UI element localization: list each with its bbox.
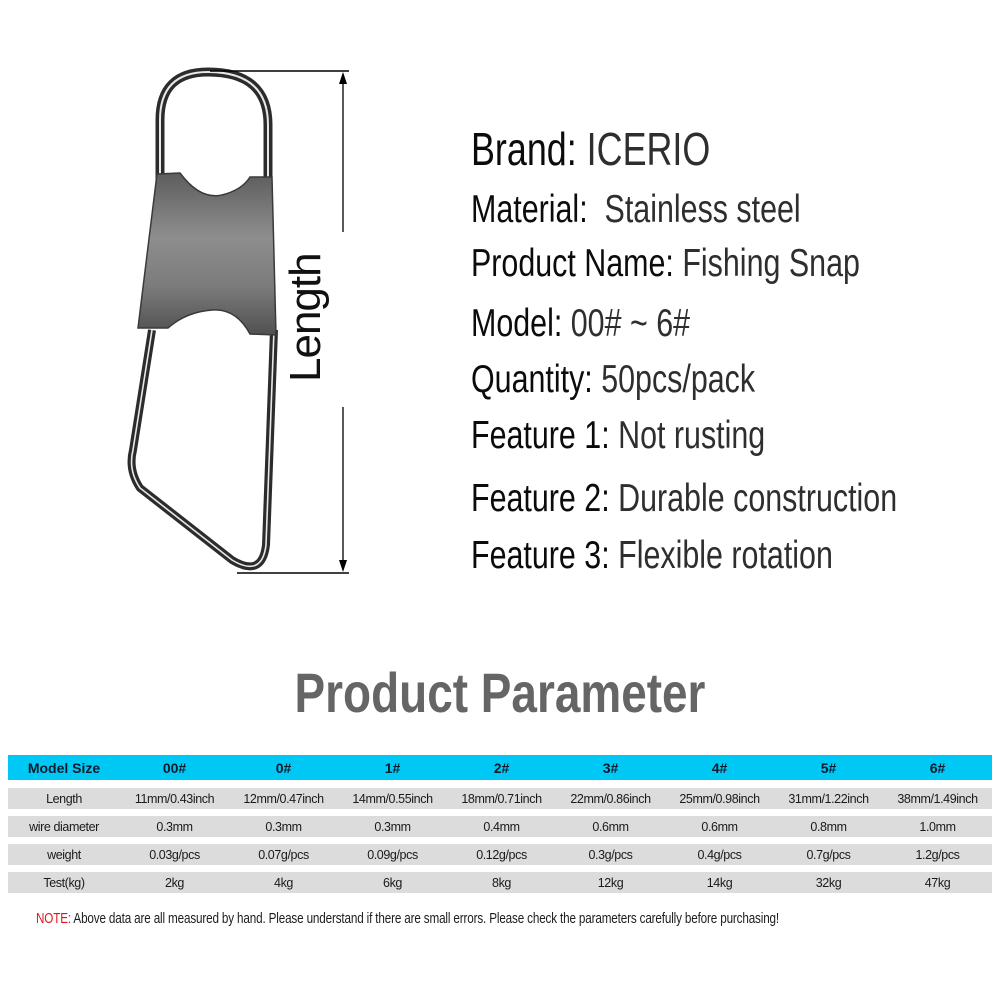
table-cell: 0.6mm	[701, 819, 738, 834]
table-row-wire-diameter	[8, 816, 992, 837]
row-label: Length	[46, 791, 82, 806]
table-cell: 47kg	[924, 875, 951, 890]
spec-key: Product Name:	[471, 242, 674, 285]
table-cell: 12mm/0.47inch	[243, 791, 324, 806]
length-dimension-label: Length	[281, 253, 330, 382]
table-cell: 0.3g/pcs	[588, 847, 633, 862]
header-cell: Model Size	[27, 759, 101, 776]
table-cell: 0.3mm	[156, 819, 193, 834]
spec-key: Feature 3:	[471, 534, 610, 577]
spec-material	[471, 188, 801, 232]
table-cell: 14mm/0.55inch	[352, 791, 433, 806]
table-cell: 14kg	[706, 875, 733, 890]
spec-quantity	[471, 358, 755, 402]
spec-feature-1	[471, 414, 765, 458]
table-cell: 0.09g/pcs	[367, 847, 418, 862]
spec-key: Material:	[471, 188, 588, 231]
spec-value: Not rusting	[618, 414, 766, 457]
spec-value: Durable construction	[618, 477, 898, 520]
spec-value: Fishing Snap	[682, 242, 860, 285]
table-cell: 0.6mm	[592, 819, 629, 834]
table-cell: 0.8mm	[810, 819, 847, 834]
table-cell: 31mm/1.22inch	[788, 791, 869, 806]
table-cell: 0.03g/pcs	[149, 847, 200, 862]
spec-value: 00# ~ 6#	[570, 302, 691, 345]
table-header-row	[8, 755, 992, 780]
parameter-table	[8, 755, 992, 893]
spec-value: Flexible rotation	[618, 534, 833, 577]
note-tag: NOTE:	[36, 910, 71, 927]
table-cell: 0.07g/pcs	[258, 847, 309, 862]
table-cell: 0.3mm	[265, 819, 302, 834]
table-row-test	[8, 872, 992, 893]
row-label: wire diameter	[29, 819, 99, 834]
table-cell: 1.0mm	[919, 819, 956, 834]
spec-key: Feature 1:	[471, 414, 610, 457]
table-cell: 22mm/0.86inch	[570, 791, 651, 806]
table-cell: 2kg	[165, 875, 184, 890]
header-cell: 5#	[820, 759, 837, 776]
spec-value: Stainless steel	[604, 188, 801, 231]
spec-key: Brand:	[471, 123, 577, 175]
table-cell: 32kg	[815, 875, 842, 890]
spec-key: Feature 2:	[471, 477, 610, 520]
spec-feature-2	[471, 477, 897, 521]
spec-key: Model:	[471, 302, 563, 345]
snap-top-loop	[160, 72, 268, 180]
table-cell: 6kg	[383, 875, 402, 890]
arrow-up-icon	[339, 72, 347, 84]
table-cell: 0.12g/pcs	[476, 847, 527, 862]
table-cell: 0.4g/pcs	[697, 847, 742, 862]
header-cell: 6#	[929, 759, 946, 776]
table-cell: 0.4mm	[483, 819, 520, 834]
table-cell: 25mm/0.98inch	[679, 791, 760, 806]
spec-feature-3	[471, 534, 833, 578]
table-cell: 4kg	[274, 875, 293, 890]
spec-model	[471, 302, 690, 346]
row-label: weight	[47, 847, 81, 862]
spec-product-name	[471, 242, 860, 286]
header-cell: 2#	[493, 759, 510, 776]
header-cell: 00#	[162, 759, 187, 776]
snap-sleeve	[138, 173, 276, 335]
product-parameter-heading: Product Parameter	[294, 661, 706, 724]
snap-bottom-wire	[132, 330, 274, 566]
disclaimer-note	[36, 910, 779, 927]
spec-value: ICERIO	[586, 123, 711, 175]
table-cell: 18mm/0.71inch	[461, 791, 542, 806]
row-label: Test(kg)	[43, 875, 85, 890]
table-cell: 11mm/0.43inch	[134, 791, 215, 806]
header-cell: 3#	[602, 759, 619, 776]
table-cell: 8kg	[492, 875, 511, 890]
fishing-snap-image	[100, 60, 400, 590]
spec-brand	[471, 122, 710, 176]
note-text: Above data are all measured by hand. Please understand if there are small errors. Please check the parameters carefully before purchasing!	[70, 910, 779, 927]
header-cell: 4#	[711, 759, 728, 776]
table-cell: 0.3mm	[374, 819, 411, 834]
spec-key: Quantity:	[471, 358, 593, 401]
table-row-length	[8, 788, 992, 809]
header-cell: 1#	[384, 759, 401, 776]
spec-value: 50pcs/pack	[601, 358, 756, 401]
table-row-weight	[8, 844, 992, 865]
arrow-down-icon	[339, 560, 347, 572]
table-cell: 1.2g/pcs	[915, 847, 960, 862]
table-cell: 12kg	[597, 875, 624, 890]
table-cell: 0.7g/pcs	[806, 847, 851, 862]
header-cell: 0#	[275, 759, 292, 776]
table-cell: 38mm/1.49inch	[897, 791, 978, 806]
